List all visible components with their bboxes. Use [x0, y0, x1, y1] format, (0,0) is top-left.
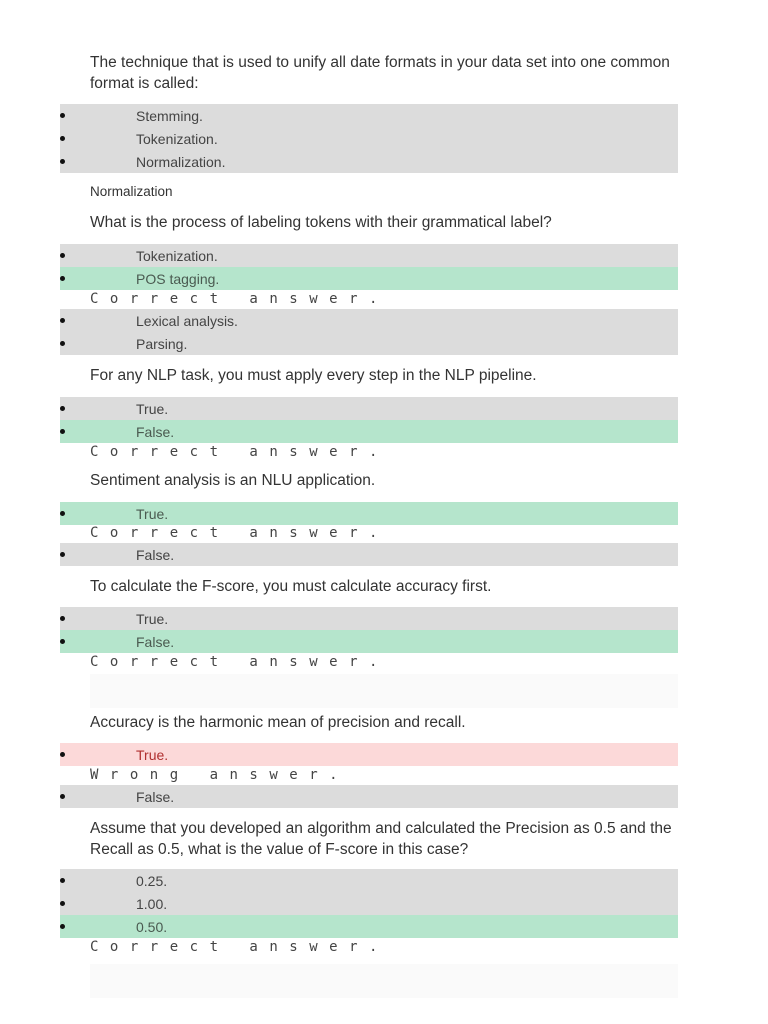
option-label: 1.00. — [136, 896, 168, 912]
bullet-icon — [60, 341, 65, 346]
bullet-icon — [60, 429, 65, 434]
answer-option[interactable] — [60, 150, 678, 173]
bullet-icon — [60, 406, 65, 411]
option-label: Stemming. — [136, 108, 203, 124]
answer-option[interactable] — [60, 127, 678, 150]
feedback-wrong: Wrong answer. — [90, 767, 350, 783]
answer-option[interactable] — [60, 785, 678, 808]
bullet-icon — [60, 639, 65, 644]
option-label: Tokenization. — [136, 248, 218, 264]
answer-option-correct[interactable] — [60, 267, 678, 290]
feedback-correct: Correct answer. — [90, 291, 389, 307]
question-text: Assume that you developed an algorithm and calculated the Precision as 0.5 and the Recall as 0.5, what is the value of F-score in this case? — [90, 820, 672, 858]
answer-option[interactable] — [60, 607, 678, 630]
feedback-correct: Correct answer. — [90, 654, 389, 670]
feedback-correct: Correct answer. — [90, 939, 389, 955]
answer-option[interactable] — [60, 869, 678, 892]
bullet-icon — [60, 794, 65, 799]
option-label: False. — [136, 547, 175, 563]
bullet-icon — [60, 878, 65, 883]
option-label: 0.50. — [136, 919, 168, 935]
answer-option[interactable] — [60, 543, 678, 566]
option-label: Normalization. — [136, 154, 226, 170]
bullet-icon — [60, 253, 65, 258]
question-text: What is the process of labeling tokens with their grammatical label? — [90, 214, 552, 231]
question-text: Sentiment analysis is an NLU application. — [90, 472, 376, 489]
option-label: 0.25. — [136, 873, 168, 889]
answer-option[interactable] — [60, 244, 678, 267]
option-label: False. — [136, 634, 175, 650]
bullet-icon — [60, 159, 65, 164]
question-text: Accuracy is the harmonic mean of precision and recall. — [90, 714, 466, 731]
bullet-icon — [60, 113, 65, 118]
option-label: Lexical analysis. — [136, 313, 238, 329]
feedback-spacer — [90, 964, 678, 998]
option-label: Tokenization. — [136, 131, 218, 147]
answer-option-correct[interactable] — [60, 502, 678, 525]
feedback-correct: Correct answer. — [90, 525, 389, 541]
option-label: Parsing. — [136, 336, 188, 352]
answer-option[interactable] — [60, 397, 678, 420]
answer-option-wrong[interactable] — [60, 743, 678, 766]
answer-option[interactable] — [60, 892, 678, 915]
option-label: True. — [136, 401, 169, 417]
bullet-icon — [60, 136, 65, 141]
bullet-icon — [60, 276, 65, 281]
bullet-icon — [60, 616, 65, 621]
bullet-icon — [60, 924, 65, 929]
answer-option[interactable] — [60, 332, 678, 355]
option-label: POS tagging. — [136, 271, 220, 287]
bullet-icon — [60, 511, 65, 516]
bullet-icon — [60, 552, 65, 557]
bullet-icon — [60, 901, 65, 906]
answer-option[interactable] — [60, 104, 678, 127]
option-label: False. — [136, 789, 175, 805]
feedback-correct: Correct answer. — [90, 444, 389, 460]
bullet-icon — [60, 318, 65, 323]
question-text: The technique that is used to unify all date formats in your data set into one common format is called: — [90, 54, 670, 92]
answer-option[interactable] — [60, 309, 678, 332]
bullet-icon — [60, 752, 65, 757]
answer-option-correct[interactable] — [60, 420, 678, 443]
option-label: True. — [136, 506, 169, 522]
question-text: For any NLP task, you must apply every step in the NLP pipeline. — [90, 367, 537, 384]
feedback-spacer — [90, 674, 678, 708]
option-label: False. — [136, 424, 175, 440]
option-label: True. — [136, 747, 169, 763]
option-label: True. — [136, 611, 169, 627]
answer-option-correct[interactable] — [60, 915, 678, 938]
answer-text: Normalization — [90, 184, 173, 199]
answer-option-correct[interactable] — [60, 630, 678, 653]
question-text: To calculate the F-score, you must calculate accuracy first. — [90, 578, 492, 595]
